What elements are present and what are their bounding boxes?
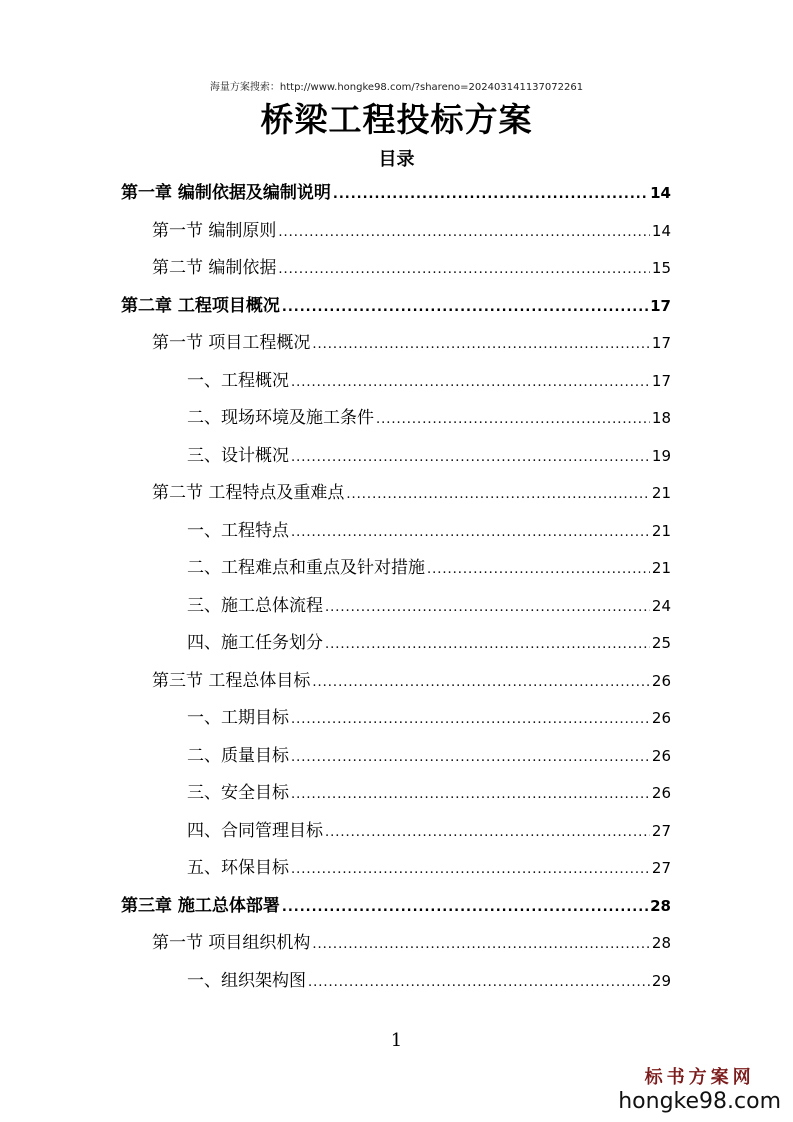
toc-entry-page: 14 <box>651 221 671 240</box>
page-number: 1 <box>390 1030 403 1051</box>
toc-dot-leader <box>291 701 650 738</box>
watermark-cn: 标书方案网 <box>644 1067 755 1088</box>
toc-entry-page: 17 <box>651 371 671 390</box>
toc-entry-title: 第二章 工程项目概况 <box>121 295 280 316</box>
toc-entry-title: 第二节 编制依据 <box>152 258 277 278</box>
toc-entry-page: 28 <box>651 934 671 952</box>
toc-entry-page: 24 <box>651 596 671 615</box>
toc-entry-page: 21 <box>651 484 671 502</box>
toc-dot-leader <box>291 439 650 476</box>
toc-entry-page: 26 <box>651 784 671 802</box>
toc-dot-leader <box>312 926 650 963</box>
toc-dot-leader <box>291 776 650 813</box>
toc-dot-leader <box>278 214 650 251</box>
toc-entry-title: 三、安全目标 <box>187 783 289 803</box>
toc-entry[interactable] <box>152 925 671 962</box>
toc-dot-leader <box>308 964 650 1001</box>
toc-entry[interactable] <box>187 550 671 587</box>
toc-dot-leader <box>427 551 650 588</box>
toc-entry-page: 17 <box>651 334 671 352</box>
toc-entry[interactable] <box>187 588 671 625</box>
toc-entry[interactable] <box>187 963 671 1000</box>
toc-entry-page: 19 <box>651 446 671 465</box>
header-url: 海量方案搜索：http://www.hongke98.com/?shareno=202403141137072261 <box>209 82 584 93</box>
toc-entry[interactable] <box>121 288 671 325</box>
toc-entry[interactable] <box>187 363 671 400</box>
toc-entry-title: 第一节 编制原则 <box>152 220 277 241</box>
toc-entry[interactable] <box>187 813 671 850</box>
toc-dot-leader <box>282 289 648 326</box>
toc-dot-leader <box>325 589 650 626</box>
toc-entry-title: 三、设计概况 <box>187 445 289 466</box>
toc-dot-leader <box>333 176 648 213</box>
toc-entry[interactable] <box>152 325 671 362</box>
toc-entry[interactable] <box>187 775 671 812</box>
toc-entry-page: 21 <box>651 559 671 577</box>
toc-entry-title: 二、现场环境及施工条件 <box>187 408 374 428</box>
toc-entry-title: 第三章 施工总体部署 <box>121 895 280 916</box>
toc-entry[interactable] <box>152 213 671 250</box>
toc-entry-page: 29 <box>651 971 671 990</box>
toc-entry-page: 18 <box>651 409 671 427</box>
toc-entry-title: 五、环保目标 <box>187 858 289 878</box>
toc-entry[interactable] <box>187 513 671 550</box>
toc-entry[interactable] <box>121 888 671 925</box>
toc-entry-title: 二、质量目标 <box>187 745 289 766</box>
toc-entry-title: 四、施工任务划分 <box>187 633 323 653</box>
toc-entry-page: 15 <box>651 259 671 277</box>
document-title: 桥梁工程投标方案 <box>260 100 533 139</box>
toc-entry-page: 26 <box>651 671 671 690</box>
toc-dot-leader <box>325 626 650 663</box>
toc-entry-title: 二、工程难点和重点及针对措施 <box>187 558 425 578</box>
toc-entry-page: 25 <box>651 634 671 652</box>
toc-entry[interactable] <box>187 400 671 437</box>
toc-entry-page: 26 <box>651 746 671 765</box>
toc-dot-leader <box>376 401 650 438</box>
toc-entry-title: 第三节 工程总体目标 <box>152 670 311 691</box>
watermark-en: hongke98.com <box>618 1089 781 1114</box>
toc-entry-page: 26 <box>651 709 671 727</box>
toc-heading: 目录 <box>378 149 415 170</box>
toc-entry[interactable] <box>152 475 671 512</box>
toc-dot-leader <box>291 739 650 776</box>
toc-entry[interactable] <box>187 738 671 775</box>
toc-entry-title: 一、工程概况 <box>187 370 289 391</box>
toc-dot-leader <box>312 326 650 363</box>
toc-entry-page: 14 <box>650 184 671 202</box>
toc-entry-title: 第一章 编制依据及编制说明 <box>121 183 331 203</box>
toc-entry-page: 21 <box>651 521 671 540</box>
toc-entry-title: 第一节 项目工程概况 <box>152 333 311 353</box>
toc-entry-title: 三、施工总体流程 <box>187 595 323 616</box>
toc-entry-title: 一、组织架构图 <box>187 970 306 991</box>
toc-entry[interactable] <box>152 663 671 700</box>
toc-entry[interactable] <box>187 700 671 737</box>
toc-entry-title: 一、工程特点 <box>187 520 289 541</box>
toc-entry-title: 四、合同管理目标 <box>187 820 323 841</box>
toc-entry[interactable] <box>187 625 671 662</box>
watermark-logo <box>618 1063 781 1114</box>
toc-entry-page: 27 <box>651 859 671 877</box>
toc-dot-leader <box>312 664 650 701</box>
toc-dot-leader <box>278 251 650 288</box>
toc-entry-title: 第二节 工程特点及重难点 <box>152 483 345 503</box>
toc-dot-leader <box>291 364 650 401</box>
toc-entry-page: 17 <box>650 296 671 315</box>
toc-dot-leader <box>346 476 650 513</box>
toc-dot-leader <box>291 514 650 551</box>
toc-entry-title: 第一节 项目组织机构 <box>152 933 311 953</box>
toc-entry-page: 28 <box>650 896 671 915</box>
toc-entry[interactable] <box>187 438 671 475</box>
toc-entry[interactable] <box>152 250 671 287</box>
toc-entry-title: 一、工期目标 <box>187 708 289 728</box>
toc-entry[interactable] <box>187 850 671 887</box>
toc-entry[interactable] <box>121 175 671 212</box>
toc-dot-leader <box>291 851 650 888</box>
toc-dot-leader <box>282 889 648 926</box>
toc-dot-leader <box>325 814 650 851</box>
toc-entry-page: 27 <box>651 821 671 840</box>
